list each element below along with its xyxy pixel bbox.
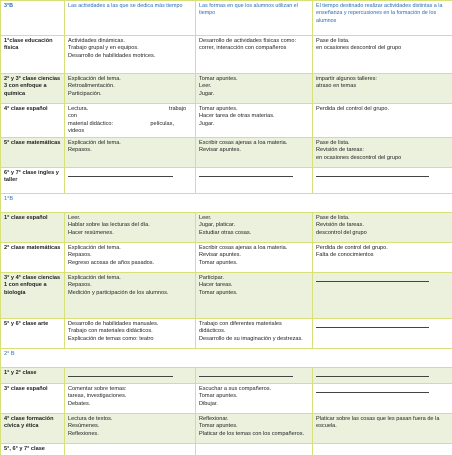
cell-line: correr, interacción con compañeros <box>199 45 309 52</box>
blank-line <box>316 376 429 377</box>
row-label: 4° clase español <box>1 104 65 138</box>
cell-line: Tomar apuntes. <box>199 260 309 267</box>
row-label: 2° clase matemáticas <box>1 243 65 273</box>
cell-line: Leer. <box>68 215 192 222</box>
cell-line: tareas, investigaciones. <box>68 393 192 400</box>
cell-line: Medición y participación de los alumnos. <box>68 290 192 297</box>
cell-line: Jugar, platicar. <box>199 222 309 229</box>
cell-c2 <box>65 273 196 319</box>
cell-c3 <box>196 414 313 444</box>
cell-c4 <box>313 273 452 319</box>
cell-c3 <box>196 168 313 194</box>
cell-line: Revisar apuntes. <box>199 252 309 259</box>
cell-line: Hacer tarea de otras materias. <box>199 113 309 120</box>
table-row <box>1 273 452 319</box>
table-row <box>1 168 452 194</box>
cell-c2 <box>65 36 196 74</box>
cell-line: Desarrollo de actividades físicas como: <box>199 38 309 45</box>
cell-line: Jugar. <box>199 121 309 128</box>
header-time-use: Las formas en que los alumnos utilizan el tiempo <box>196 1 313 36</box>
blank-line <box>199 376 293 377</box>
cell-line: Pase de lista. <box>316 140 449 147</box>
cell-c2 <box>65 444 196 456</box>
cell-c4 <box>313 319 452 349</box>
section-header <box>1 349 452 368</box>
cell-line: Tomar apuntes. <box>199 76 309 83</box>
cell-c2 <box>65 243 196 273</box>
header-activities: Las actividades a las que se dedica más tiempo <box>65 1 196 36</box>
cell-c4 <box>313 368 452 384</box>
cell-c3 <box>196 368 313 384</box>
cell-line: Revisión de tareas. <box>316 222 449 229</box>
blank-line <box>199 176 293 177</box>
cell-line: Platicar de los temas con los compañeros. <box>199 431 309 438</box>
table-row <box>1 213 452 243</box>
row-label: 1° clase español <box>1 213 65 243</box>
cell-line: Lectura. trabajo con <box>68 106 192 121</box>
cell-line: Explicación del tema. <box>68 76 192 83</box>
cell-line: Reflexionar. <box>199 416 309 423</box>
table-row <box>1 104 452 138</box>
cell-line: Escuchar a sus compañeros. <box>199 386 309 393</box>
cell-line: Resúmenes. <box>68 423 192 430</box>
cell-line: Pase de lista. <box>316 38 449 45</box>
blank-line <box>316 327 429 328</box>
cell-c3 <box>196 273 313 319</box>
cell-line: en ocasiones descontrol del grupo <box>316 45 449 52</box>
cell-line: Explicación de temas como: teatro <box>68 336 192 343</box>
cell-line: Comentar sobre temas: <box>68 386 192 393</box>
cell-c3 <box>196 213 313 243</box>
cell-line: Revisión de tareas: <box>316 147 449 154</box>
cell-line: Regreso acosas de años pasados. <box>68 260 192 267</box>
table-row <box>1 368 452 384</box>
table-row <box>1 36 452 74</box>
cell-c3 <box>196 319 313 349</box>
cell-line: en ocasiones descontrol del grupo <box>316 155 449 162</box>
cell-line: Explicación del tema. <box>68 275 192 282</box>
cell-c3 <box>196 138 313 168</box>
cell-line: Tomar apuntes. <box>199 106 309 113</box>
cell-line: Hablar sobre las lecturas del día. <box>68 222 192 229</box>
cell-line: Revisar apuntes. <box>199 147 309 154</box>
cell-line: Escribir cosas ajenas a loa materia. <box>199 245 309 252</box>
cell-line: Trabajo con materiales didácticos. <box>68 328 192 335</box>
row-label: 1° y 2° clase <box>1 368 65 384</box>
blank-line <box>316 176 429 177</box>
cell-line: Repasos. <box>68 147 192 154</box>
cell-line: Repasos. <box>68 252 192 259</box>
cell-line: Dibujar. <box>199 401 309 408</box>
cell-line: Pase de lista. <box>316 215 449 222</box>
cell-line: Tomar apuntes. <box>199 423 309 430</box>
cell-line: Leer. <box>199 83 309 90</box>
header-row <box>1 1 452 36</box>
section-title: 1°B <box>1 194 452 213</box>
cell-c4 <box>313 104 452 138</box>
cell-c2 <box>65 319 196 349</box>
cell-c4 <box>313 168 452 194</box>
cell-c4 <box>313 444 452 456</box>
table-row <box>1 74 452 104</box>
cell-c4 <box>313 74 452 104</box>
cell-line: Actividades dinámicas. <box>68 38 192 45</box>
row-label: 5° clase matemáticas <box>1 138 65 168</box>
blank-line <box>316 392 429 393</box>
cell-line: Escribir cosas ajenas a loa materia. <box>199 140 309 147</box>
cell-line: Desarrollo de su imaginación y destrezas. <box>199 336 309 343</box>
cell-line: Participar. <box>199 275 309 282</box>
row-label: 5° y 6° clase arte <box>1 319 65 349</box>
cell-line: Participación. <box>68 91 192 98</box>
cell-line: Trabajo con diferentes materiales didácticos. <box>199 321 309 336</box>
cell-c4 <box>313 414 452 444</box>
cell-line: Tomar apuntes. <box>199 290 309 297</box>
cell-c4 <box>313 384 452 414</box>
cell-line: descontrol del grupo <box>316 230 449 237</box>
cell-line: Estudiar otras cosas. <box>199 230 309 237</box>
cell-line: Trabajo grupal y en equipos. <box>68 45 192 52</box>
cell-line: Perdida de control del grupo. <box>316 245 449 252</box>
cell-c3 <box>196 243 313 273</box>
header-other-activities: El tiempo destinado realizar actividades distintas a la enseñanza y repercusiones en la formación de los alumnos <box>313 1 452 36</box>
table-row <box>1 319 452 349</box>
cell-c3 <box>196 384 313 414</box>
cell-c2 <box>65 368 196 384</box>
cell-c2 <box>65 168 196 194</box>
cell-line: impartir algunos talleres: <box>316 76 449 83</box>
cell-line: videos <box>68 128 192 135</box>
cell-line: Reflexiones. <box>68 431 192 438</box>
row-label: 3° clase español <box>1 384 65 414</box>
header-group: 3°B <box>1 1 65 36</box>
cell-c4 <box>313 138 452 168</box>
table-row <box>1 414 452 444</box>
cell-line: Lectura de textos. <box>68 416 192 423</box>
row-label: 2° y 3° clase ciencias 3 con enfoque a química <box>1 74 65 104</box>
cell-c2 <box>65 138 196 168</box>
blank-line <box>316 281 429 282</box>
table-row <box>1 444 452 456</box>
cell-line: Retroalimentación. <box>68 83 192 90</box>
cell-line: Hacer resúmenes. <box>68 230 192 237</box>
section-title: 2° B <box>1 349 452 368</box>
cell-c3 <box>196 74 313 104</box>
blank-line <box>68 376 173 377</box>
cell-c4 <box>313 243 452 273</box>
section-header <box>1 194 452 213</box>
row-label: 5°, 6° y 7° clase <box>1 444 65 456</box>
blank-line <box>68 176 173 177</box>
cell-c4 <box>313 36 452 74</box>
cell-line: Tomar apuntes. <box>199 393 309 400</box>
cell-c2 <box>65 384 196 414</box>
cell-c2 <box>65 74 196 104</box>
cell-line: Desarrollo de habilidades motrices. <box>68 53 192 60</box>
cell-line: Perdida del control del grupo. <box>316 106 449 113</box>
row-label: 1°clase educación física <box>1 36 65 74</box>
cell-line: Platicar sobre las cosas que les pasan fuera de la escuela. <box>316 416 449 431</box>
cell-line: Leer. <box>199 215 309 222</box>
cell-c2 <box>65 213 196 243</box>
cell-c4 <box>313 213 452 243</box>
cell-c3 <box>196 36 313 74</box>
row-label: 6° y 7° clase ingles y taller <box>1 168 65 194</box>
cell-c3 <box>196 444 313 456</box>
row-label: 4° clase formación cívica y ética <box>1 414 65 444</box>
cell-line: Desarrollo de habilidades manuales. <box>68 321 192 328</box>
cell-line: Repasos. <box>68 282 192 289</box>
table-row <box>1 243 452 273</box>
table-row <box>1 138 452 168</box>
cell-c3 <box>196 104 313 138</box>
cell-line: Debates. <box>68 401 192 408</box>
cell-line: Jugar. <box>199 91 309 98</box>
cell-c2 <box>65 104 196 138</box>
cell-line: Explicación del tema. <box>68 140 192 147</box>
cell-line: Hacer tareas. <box>199 282 309 289</box>
cell-line: Explicación del tema. <box>68 245 192 252</box>
cell-c2 <box>65 414 196 444</box>
cell-line: atraso en temas <box>316 83 449 90</box>
cell-line: material didáctico: películas, <box>68 121 192 128</box>
table-row <box>1 384 452 414</box>
row-label: 3° y 4° clase ciencias 1 con enfoque a biología <box>1 273 65 319</box>
cell-line: Falta de conocimientos <box>316 252 449 259</box>
